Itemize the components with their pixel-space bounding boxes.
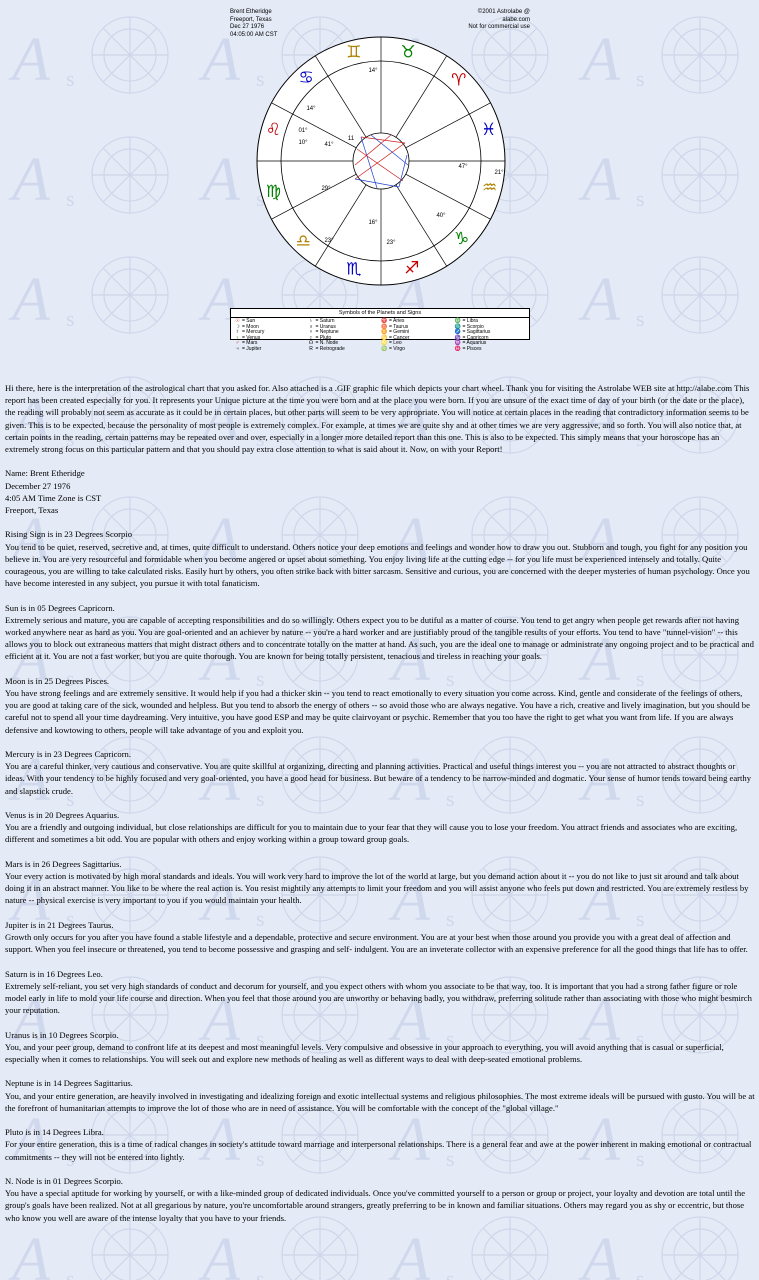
section-paragraph [5,809,755,846]
legend-label: = Venus [242,334,261,341]
legend-column [454,319,528,353]
section-heading: Moon is in 25 Degrees Pisces. [5,675,110,686]
birth-place: Freeport, Texas [5,505,59,516]
legend-symbol-icon: ☽ [235,323,240,330]
legend-symbol-icon: ♍ [381,345,388,352]
section-body: You have a special aptitude for working by yourself, or with a like-minded group of dedicated individuals. Once you've committed yourself to a person or group or project, your loyalty and devotion are total until the group's goals have been realized. Not at all gregarious by nature, you're uncomfortable around strangers, greatly preferring to be in known and familiar situations. Others may regard you as shy or eccentric, but those who know you well are aware of the intense loyalty that you have to your friends. [5,1188,746,1223]
sign-glyph-icon: ♊ [346,42,362,63]
legend-label: = Moon [242,323,259,330]
section-paragraph [5,1077,755,1114]
legend-title: Symbols of the Planets and Signs [231,309,529,318]
legend-label: = Virgo [389,345,405,352]
legend-label: = Taurus [389,323,409,330]
section-paragraph [5,968,755,1017]
legend-label: = Scorpio [462,323,484,330]
section-paragraph [5,1175,755,1224]
legend-label: = Sagittarius [462,329,491,336]
cusp-degree-label: 11 [347,136,355,142]
legend-label: = Aquarius [462,340,487,347]
legend-symbol-icon: ♋ [381,334,388,341]
legend-symbol-icon: ♎ [454,318,462,324]
legend-entry [454,347,528,353]
legend-symbol-icon: ☉ [235,318,240,324]
chart-copyright [452,9,530,32]
cusp-degree-label: 16° [368,220,378,226]
legend-symbol-icon: ♌ [381,340,388,347]
birth-info [5,467,755,516]
legend-label: = Pluto [315,334,332,341]
cusp-degree-label: 01° [298,128,308,134]
section-body: You tend to be quiet, reserved, secretive and, at times, quite difficult to understand. Others notice your deep emotions and feelings and wonder how to draw you out. Stubborn and tough, you fight for any position you believe in. You are very resourceful and formidable when you become angered or upset about something. You enjoy living life at the cutting edge -- for you life must be experienced intensely and totally. Quite courageous, you are willing to take calculated risks. Easily hurt by others, you often strike back with bitter sarcasm. Sensitive and curious, you are concerned with the deeper mysteries of human psychology. Once you have become interested in any subject, you pursue it with total fanaticism. [5,541,750,589]
sign-glyph-icon: ♎ [295,231,311,252]
sign-glyph-icon: ♏ [346,259,362,280]
legend-symbol-icon: ♄ [309,318,313,324]
sign-glyph-icon: ♓ [481,120,497,141]
cusp-degree-label: 47° [458,164,468,170]
section-paragraph [5,919,755,956]
sign-glyph-icon: ♋ [298,67,314,88]
sign-glyph-icon: ♈ [451,70,467,91]
section-body: For your entire generation, this is a time of radical changes in society's attitude toward marriage and interpersonal relationships. There is a general fear and awe at the power inherent in making emotional or contractual commitments -- they will not be entered into lightly. [5,1139,752,1162]
legend-symbol-icon: ♅ [309,323,313,330]
section-heading: Mars is in 26 Degrees Sagittarius. [5,858,122,869]
cusp-degree-label: 40° [436,213,446,219]
legend-label: = N. Node [315,340,339,347]
cusp-degree-label: 21° [494,170,504,176]
sign-glyph-icon: ♌ [265,120,281,141]
legend-label: = Capricorn [462,334,489,341]
section-body: You, and your entire generation, are heavily involved in investigating and idealizing foreign and exotic intellectual systems and religious philosophies. The most extreme ideals will be pursued with gusto. You will be at the forefront of humanitarian attempts to improve the lot of those who are in need of assistance. You will be comfortable with the concept of the "global village." [5,1090,755,1113]
legend-columns [231,318,529,354]
legend-label: = Sun [242,318,256,324]
legend-symbol-icon: ♏ [454,323,462,330]
legend-symbol-icon: ☿ [235,329,240,336]
legend-symbol-icon: ♂ [235,340,240,347]
symbols-legend [230,308,530,352]
section-heading: Jupiter is in 21 Degrees Taurus. [5,919,114,930]
section-heading: Rising Sign is in 23 Degrees Scorpio [5,529,132,540]
chart-date: Dec 27 1976 [230,24,265,30]
legend-entry [233,347,307,353]
cusp-degree-label: 23° [324,238,334,244]
section-body: You have strong feelings and are extremely sensitive. It would help if you had a thicker skin -- you tend to react emotionally to every situation you come across. Kind, gentle and considerate of the feelings of others, you are good at taking care of the sick, wounded and helpless. But you tend to absorb the energy of others -- so avoid those who are always negative. You have a rich, creative and lively imagination, but you should be careful not to spend all your time daydreaming. Very intuitive, you have good ESP and may be quite clairvoyant or psychic. Remember that you too have the right to get what you want from life. If you are always defensive and kowtowing to others, people will take advantage of you and exploit you. [5,688,750,735]
legend-label: = Leo [389,340,402,347]
legend-column [307,319,381,353]
birth-time: 4:05 AM Time Zone is CST [5,492,102,503]
chart-wheel [228,4,534,312]
legend-label: = Aries [389,318,405,324]
legend-label: = Libra [462,318,478,324]
legend-column [233,319,307,353]
interpretation-sections [5,528,755,1223]
section-heading: Pluto is in 14 Degrees Libra. [5,1127,104,1138]
section-body: You are a careful thinker, very cautious and conservative. You are quite skillful at organizing, directing and planning activities. Practical and useful things interest you -- you are not attracted to abstract thoughts or ideas. With your tendency to be highly focused and very goal-oriented, you have a good head for business. But beware of a tendency to be narrow-minded and dogmatic. Your sense of humor tends toward being earthy and slapstick crude. [5,761,751,796]
section-heading: Mercury is in 23 Degrees Capricorn. [5,749,132,760]
chart-header [230,9,277,39]
legend-symbol-icon: ♒ [454,340,462,347]
sign-glyph-icon: ♐ [404,258,420,279]
legend-label: = Cancer [389,334,410,341]
section-heading: Neptune is in 14 Degrees Sagittarius. [5,1078,133,1089]
legend-symbol-icon: ☊ [308,340,314,347]
cusp-degree-label: 29° [321,186,331,192]
copyright-text: ©2001 Astrolabe @ alabe.com [477,9,530,23]
legend-entry [380,347,454,353]
cusp-degree-label: 14° [306,106,316,112]
legend-symbol-icon: ♃ [235,345,240,352]
section-paragraph [5,748,755,797]
sign-glyph-icon: ♍ [265,181,281,202]
section-paragraph [5,528,755,589]
cusp-degree-label: 14° [368,68,378,74]
chart-name: Brent Etheridge [230,9,272,15]
section-heading: N. Node is in 01 Degrees Scorpio. [5,1176,123,1186]
section-paragraph [5,1029,755,1066]
birth-name: Name: Brent Etheridge [5,468,85,479]
legend-label: = Pisces [462,345,482,352]
section-heading: Uranus is in 10 Degrees Scorpio. [5,1029,119,1040]
section-body: Extremely self-reliant, you set very high standards of conduct and decorum for yourself, and you expect others with whom you associate to be that way, too. It is important that you had a strong father figure or role model early in life to mold your life course and direction. When you feel that those around you are unworthy or behaving badly, you withdraw, preferring solitude rather than associating with those who might besmirch your reputation. [5,980,752,1016]
intro-paragraph: Hi there, here is the interpretation of the astrological chart that you asked for. Also attached is a .GIF graphic file which depicts your chart wheel. Thank you for visiting the Astrolabe WEB site at http://alabe.com This report has been created especially for you. It represents your Unique picture at the time you were born and at the place you were born. If you are unsure of the exact time of day of your birth (or the date or the place), the reading will probably not seem as accurate as it could be in certain places, but other parts will seem to be very appropriate. You will notice at certain places in the reading that contradictory information seems to be given. This is to be expected, because the personality of most people is extremely complex. For example, at times we are quite shy and at other times we are very aggressive, and so forth. You will also notice that, at certain points in the reading, certain patterns may be repeated over and over, especially in a longer more detailed report than this one. This is also to be expected. This simply means that your horoscope has an extremely strong focus on this particular pattern and that you should pay extra close attention to what is said about it. Now, on with your Report! [5,383,750,455]
section-paragraph [5,602,755,663]
sign-glyph-icon: ♒ [482,178,498,199]
legend-symbol-icon: ♓ [454,345,462,352]
legend-symbol-icon: ♆ [309,329,313,336]
section-heading: Venus is in 20 Degrees Aquarius. [5,810,120,821]
sign-glyph-icon: ♉ [400,42,416,63]
legend-label: = Mars [242,340,258,347]
legend-symbol-icon: R [309,345,313,352]
chart-time: 04:05:00 AM CST [230,31,278,38]
legend-symbol-icon: ♉ [381,323,388,330]
cusp-degree-label: 41° [324,142,334,148]
legend-label: = Neptune [315,329,339,336]
section-body: Growth only occurs for you after you have found a stable lifestyle and a dependable, protective and secure environment. You are at your best when those around you provide you with a great deal of affection and support. When you feel insecure or threatened, you tend to become possessive and grasping and self- indulgent. You are an inveterate collector with an expensive preference for all the good things that life has to offer. [5,932,748,955]
section-body: You are a friendly and outgoing individual, but close relationships are difficult for you to maintain due to your fear that they will cause you to lose your freedom. You attract friends and associates who are exciting, different and sometimes a bit odd. You are popular with others and enjoy working within a group toward group goals. [5,822,738,845]
section-body: Your every action is motivated by high moral standards and ideals. You will work very hard to improve the lot of the world at large, but you demand action about it -- you do not like to just sit around and talk about doing it in an abstract manner. You like to be where the real action is. You resist mightily any attempts to limit your freedom and you will assist anyone who feels put down and restricted. You are extremely restless by nature -- physical exercise is very important to you if you would maintain your health. [5,871,749,906]
legend-symbol-icon: ♈ [381,318,388,324]
section-heading: Saturn is in 16 Degrees Leo. [5,968,103,979]
legend-column [380,319,454,353]
section-heading: Sun is in 05 Degrees Capricorn. [5,602,115,613]
legend-symbol-icon: ♇ [309,334,313,341]
section-paragraph [5,858,755,907]
legend-label: = Mercury [242,329,265,336]
chart-place: Freeport, Texas [230,16,272,23]
legend-symbol-icon: ♑ [454,334,462,341]
section-paragraph [5,675,755,736]
commercial-notice: Not for commercial use [468,24,530,30]
legend-label: = Retrograde [315,345,345,352]
legend-symbol-icon: ♊ [381,329,388,336]
section-paragraph [5,1126,755,1163]
legend-entry [307,347,381,353]
sign-glyph-icon: ♑ [453,228,470,249]
report-text [5,382,755,1236]
cusp-degree-label: 10° [298,140,308,146]
legend-label: = Gemini [389,329,410,336]
legend-label: = Saturn [315,318,335,324]
legend-label: = Uranus [315,323,336,330]
cusp-degree-label: 23° [386,240,396,246]
birth-date: December 27 1976 [5,480,71,491]
section-body: You, and your peer group, demand to confront life at its deepest and most meaningful levels. Very compulsive and obsessive in your approach to everything, you will avoid anything that is casual or superficial, especially when it comes to relationships. You will seek out and explore new methods of healing as well as different ways to deal with deep-seated emotional problems. [5,1041,724,1065]
section-body: Extremely serious and mature, you are capable of accepting responsibilities and do so willingly. Others expect you to be dutiful as a matter of course. You tend to get angry when people get rewards after not having worked anywhere near as hard as you. You are goal-oriented and an achiever by nature -- you're a hard worker and are justifiably proud of the tangible results of your efforts. You tend to have "tunnel-vision" -- this allows you to block out extraneous matters that might distract others and to concentrate totally on the matter at hand. As such, you are the ideal one to manage or administrate any ongoing project and to be practical and efficient at it. You are not a fast worker, but you are quite thorough. You are known for being totally persistent, tenacious and tireless in reaching your goals. [5,614,754,662]
legend-symbol-icon: ♀ [235,334,240,341]
legend-label: = Jupiter [242,345,262,352]
legend-symbol-icon: ♐ [454,329,462,336]
